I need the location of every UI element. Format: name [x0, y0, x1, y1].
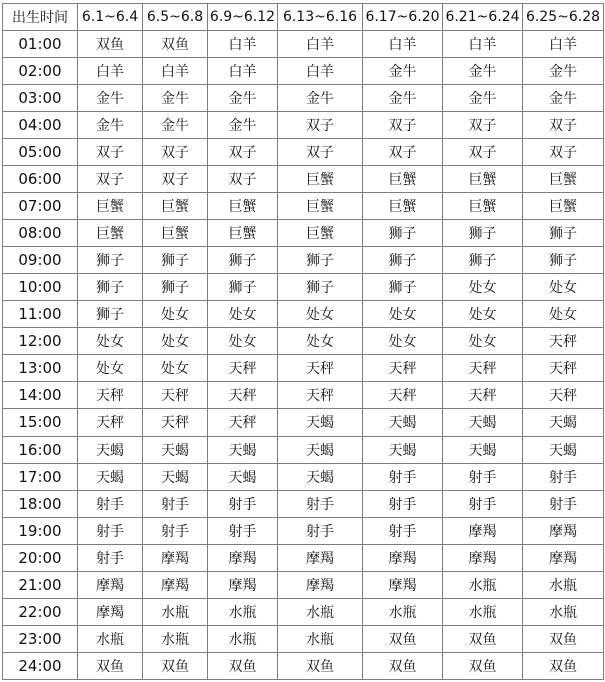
header-cell-date-range: 6.13~6.16 — [278, 4, 363, 31]
zodiac-sign-cell: 金牛 — [143, 112, 208, 139]
zodiac-sign-cell: 水瓶 — [443, 598, 523, 625]
zodiac-sign-cell: 天蝎 — [208, 436, 278, 463]
zodiac-sign-cell: 双子 — [523, 139, 604, 166]
zodiac-sign-cell: 天蝎 — [278, 463, 363, 490]
zodiac-sign-cell: 狮子 — [443, 220, 523, 247]
zodiac-sign-cell: 天秤 — [523, 382, 604, 409]
zodiac-sign-cell: 水瓶 — [443, 571, 523, 598]
table-row — [3, 382, 604, 409]
zodiac-sign-cell: 水瓶 — [523, 598, 604, 625]
zodiac-sign-cell: 处女 — [78, 328, 143, 355]
zodiac-sign-cell: 射手 — [208, 490, 278, 517]
zodiac-sign-cell: 巨蟹 — [278, 220, 363, 247]
zodiac-sign-cell: 双子 — [143, 139, 208, 166]
zodiac-sign-cell: 射手 — [143, 517, 208, 544]
zodiac-sign-cell: 处女 — [278, 328, 363, 355]
zodiac-sign-cell: 双子 — [443, 112, 523, 139]
birth-time-cell: 16:00 — [3, 436, 78, 463]
zodiac-sign-cell: 射手 — [78, 544, 143, 571]
birth-time-cell: 01:00 — [3, 31, 78, 58]
birth-time-cell: 07:00 — [3, 193, 78, 220]
zodiac-sign-cell: 双子 — [278, 139, 363, 166]
zodiac-sign-cell: 双子 — [208, 139, 278, 166]
birth-time-cell: 21:00 — [3, 571, 78, 598]
zodiac-sign-cell: 处女 — [278, 301, 363, 328]
zodiac-sign-cell: 金牛 — [78, 112, 143, 139]
birth-time-cell: 10:00 — [3, 274, 78, 301]
table-row — [3, 625, 604, 652]
zodiac-sign-cell: 天蝎 — [78, 436, 143, 463]
zodiac-sign-cell: 双鱼 — [278, 652, 363, 679]
zodiac-sign-cell: 双鱼 — [78, 31, 143, 58]
zodiac-sign-cell: 天蝎 — [363, 436, 443, 463]
zodiac-sign-cell: 天蝎 — [523, 436, 604, 463]
zodiac-sign-cell: 摩羯 — [523, 544, 604, 571]
zodiac-sign-cell: 水瓶 — [78, 625, 143, 652]
zodiac-sign-cell: 巨蟹 — [523, 193, 604, 220]
zodiac-sign-cell: 摩羯 — [208, 544, 278, 571]
birth-time-cell: 20:00 — [3, 544, 78, 571]
zodiac-sign-cell: 金牛 — [523, 85, 604, 112]
zodiac-sign-cell: 狮子 — [363, 247, 443, 274]
zodiac-sign-cell: 双鱼 — [143, 652, 208, 679]
birth-time-cell: 17:00 — [3, 463, 78, 490]
zodiac-sign-cell: 巨蟹 — [143, 220, 208, 247]
table-body — [3, 4, 604, 680]
zodiac-sign-cell: 天秤 — [443, 382, 523, 409]
zodiac-sign-cell: 处女 — [208, 328, 278, 355]
zodiac-sign-cell: 摩羯 — [443, 544, 523, 571]
zodiac-sign-cell: 天秤 — [143, 409, 208, 436]
zodiac-sign-cell: 处女 — [443, 301, 523, 328]
zodiac-sign-cell: 巨蟹 — [363, 166, 443, 193]
zodiac-sign-cell: 天秤 — [78, 409, 143, 436]
zodiac-sign-cell: 双鱼 — [443, 625, 523, 652]
birth-time-cell: 04:00 — [3, 112, 78, 139]
header-cell-date-range: 6.21~6.24 — [443, 4, 523, 31]
zodiac-sign-cell: 金牛 — [208, 112, 278, 139]
zodiac-sign-cell: 摩羯 — [523, 517, 604, 544]
zodiac-sign-cell: 射手 — [78, 517, 143, 544]
birth-time-cell: 14:00 — [3, 382, 78, 409]
zodiac-sign-cell: 双鱼 — [143, 31, 208, 58]
table-row — [3, 571, 604, 598]
zodiac-sign-cell: 白羊 — [143, 58, 208, 85]
zodiac-sign-cell: 摩羯 — [363, 544, 443, 571]
zodiac-sign-cell: 巨蟹 — [143, 193, 208, 220]
zodiac-sign-cell: 巨蟹 — [208, 193, 278, 220]
zodiac-sign-cell: 狮子 — [523, 220, 604, 247]
table-row — [3, 355, 604, 382]
zodiac-sign-cell: 天蝎 — [208, 463, 278, 490]
zodiac-sign-cell: 双鱼 — [523, 652, 604, 679]
zodiac-sign-cell: 射手 — [523, 490, 604, 517]
zodiac-sign-cell: 金牛 — [363, 58, 443, 85]
table-row — [3, 463, 604, 490]
table-row — [3, 85, 604, 112]
header-cell-date-range: 6.5~6.8 — [143, 4, 208, 31]
birth-time-cell: 08:00 — [3, 220, 78, 247]
zodiac-sign-cell: 射手 — [363, 463, 443, 490]
zodiac-sign-cell: 摩羯 — [143, 571, 208, 598]
zodiac-sign-cell: 巨蟹 — [78, 193, 143, 220]
ascendant-sign-table — [2, 3, 604, 680]
zodiac-sign-cell: 狮子 — [363, 274, 443, 301]
table-row — [3, 112, 604, 139]
zodiac-sign-cell: 处女 — [143, 301, 208, 328]
table-row — [3, 274, 604, 301]
zodiac-sign-cell: 射手 — [363, 490, 443, 517]
table-row — [3, 193, 604, 220]
zodiac-sign-cell: 巨蟹 — [78, 220, 143, 247]
zodiac-sign-cell: 水瓶 — [363, 598, 443, 625]
table-row — [3, 517, 604, 544]
zodiac-sign-cell: 天秤 — [208, 382, 278, 409]
zodiac-sign-cell: 天秤 — [278, 355, 363, 382]
zodiac-sign-cell: 天秤 — [208, 409, 278, 436]
zodiac-sign-cell: 白羊 — [208, 58, 278, 85]
zodiac-sign-cell: 双鱼 — [363, 652, 443, 679]
zodiac-sign-cell: 狮子 — [363, 220, 443, 247]
zodiac-sign-cell: 双子 — [443, 139, 523, 166]
zodiac-sign-cell: 巨蟹 — [363, 193, 443, 220]
zodiac-sign-cell: 摩羯 — [278, 571, 363, 598]
zodiac-sign-cell: 白羊 — [443, 31, 523, 58]
header-cell-date-range: 6.17~6.20 — [363, 4, 443, 31]
header-cell-birth-time: 出生时间 — [3, 4, 78, 31]
zodiac-sign-cell: 金牛 — [278, 85, 363, 112]
zodiac-sign-cell: 天秤 — [363, 382, 443, 409]
zodiac-sign-cell: 狮子 — [278, 247, 363, 274]
birth-time-cell: 18:00 — [3, 490, 78, 517]
zodiac-sign-cell: 双子 — [278, 112, 363, 139]
zodiac-sign-cell: 巨蟹 — [208, 220, 278, 247]
zodiac-sign-cell: 天蝎 — [278, 436, 363, 463]
birth-time-cell: 13:00 — [3, 355, 78, 382]
zodiac-sign-cell: 双子 — [363, 139, 443, 166]
zodiac-sign-cell: 白羊 — [208, 31, 278, 58]
birth-time-cell: 06:00 — [3, 166, 78, 193]
zodiac-sign-cell: 白羊 — [78, 58, 143, 85]
zodiac-sign-cell: 双子 — [143, 166, 208, 193]
zodiac-sign-cell: 水瓶 — [208, 625, 278, 652]
table-row — [3, 409, 604, 436]
zodiac-sign-cell: 白羊 — [363, 31, 443, 58]
zodiac-sign-cell: 白羊 — [523, 31, 604, 58]
zodiac-sign-cell: 狮子 — [143, 274, 208, 301]
table-row — [3, 301, 604, 328]
zodiac-sign-cell: 巨蟹 — [278, 193, 363, 220]
zodiac-sign-cell: 金牛 — [208, 85, 278, 112]
birth-time-cell: 22:00 — [3, 598, 78, 625]
birth-time-cell: 11:00 — [3, 301, 78, 328]
zodiac-sign-cell: 天蝎 — [143, 463, 208, 490]
birth-time-cell: 03:00 — [3, 85, 78, 112]
zodiac-sign-cell: 双子 — [78, 166, 143, 193]
birth-time-cell: 23:00 — [3, 625, 78, 652]
birth-time-cell: 05:00 — [3, 139, 78, 166]
zodiac-sign-cell: 巨蟹 — [443, 166, 523, 193]
zodiac-sign-cell: 金牛 — [363, 85, 443, 112]
zodiac-sign-cell: 双鱼 — [363, 625, 443, 652]
zodiac-sign-cell: 金牛 — [443, 58, 523, 85]
table-row — [3, 58, 604, 85]
zodiac-sign-cell: 金牛 — [443, 85, 523, 112]
zodiac-sign-cell: 水瓶 — [278, 598, 363, 625]
zodiac-sign-cell: 天秤 — [143, 382, 208, 409]
zodiac-sign-cell: 射手 — [208, 517, 278, 544]
birth-time-cell: 02:00 — [3, 58, 78, 85]
zodiac-sign-cell: 射手 — [278, 517, 363, 544]
zodiac-sign-cell: 射手 — [363, 517, 443, 544]
zodiac-sign-cell: 狮子 — [208, 274, 278, 301]
table-row — [3, 328, 604, 355]
birth-time-cell: 12:00 — [3, 328, 78, 355]
table-row — [3, 220, 604, 247]
zodiac-sign-cell: 双鱼 — [208, 652, 278, 679]
zodiac-sign-cell: 射手 — [278, 490, 363, 517]
zodiac-sign-cell: 狮子 — [278, 274, 363, 301]
zodiac-sign-cell: 处女 — [523, 274, 604, 301]
header-cell-date-range: 6.1~6.4 — [78, 4, 143, 31]
zodiac-sign-cell: 白羊 — [278, 58, 363, 85]
zodiac-sign-cell: 双子 — [208, 166, 278, 193]
zodiac-sign-cell: 巨蟹 — [523, 166, 604, 193]
zodiac-sign-cell: 巨蟹 — [278, 166, 363, 193]
table-row — [3, 490, 604, 517]
zodiac-sign-cell: 处女 — [363, 328, 443, 355]
zodiac-sign-cell: 射手 — [523, 463, 604, 490]
zodiac-sign-cell: 水瓶 — [143, 625, 208, 652]
zodiac-sign-cell: 双子 — [78, 139, 143, 166]
zodiac-sign-cell: 摩羯 — [143, 544, 208, 571]
zodiac-sign-cell: 天秤 — [208, 355, 278, 382]
zodiac-sign-cell: 天蝎 — [278, 409, 363, 436]
table-row — [3, 166, 604, 193]
zodiac-sign-cell: 处女 — [143, 328, 208, 355]
zodiac-sign-cell: 狮子 — [208, 247, 278, 274]
header-cell-date-range: 6.25~6.28 — [523, 4, 604, 31]
zodiac-sign-cell: 摩羯 — [443, 517, 523, 544]
table-row — [3, 436, 604, 463]
zodiac-sign-cell: 巨蟹 — [443, 193, 523, 220]
birth-time-cell: 19:00 — [3, 517, 78, 544]
table-row — [3, 598, 604, 625]
zodiac-sign-cell: 处女 — [78, 355, 143, 382]
zodiac-sign-cell: 处女 — [143, 355, 208, 382]
zodiac-sign-cell: 狮子 — [443, 247, 523, 274]
zodiac-sign-cell: 摩羯 — [208, 571, 278, 598]
zodiac-sign-cell: 处女 — [443, 274, 523, 301]
table-row — [3, 247, 604, 274]
zodiac-sign-cell: 水瓶 — [208, 598, 278, 625]
table-row — [3, 544, 604, 571]
zodiac-sign-cell: 狮子 — [78, 274, 143, 301]
zodiac-sign-cell: 双鱼 — [78, 652, 143, 679]
birth-time-cell: 15:00 — [3, 409, 78, 436]
zodiac-sign-cell: 天秤 — [523, 328, 604, 355]
zodiac-sign-cell: 双子 — [523, 112, 604, 139]
zodiac-sign-cell: 天蝎 — [443, 409, 523, 436]
zodiac-sign-cell: 天秤 — [78, 382, 143, 409]
zodiac-sign-cell: 射手 — [443, 463, 523, 490]
zodiac-sign-cell: 处女 — [523, 301, 604, 328]
zodiac-sign-cell: 天蝎 — [443, 436, 523, 463]
birth-time-cell: 09:00 — [3, 247, 78, 274]
zodiac-sign-cell: 金牛 — [143, 85, 208, 112]
table-row — [3, 139, 604, 166]
zodiac-sign-cell: 射手 — [143, 490, 208, 517]
zodiac-sign-cell: 白羊 — [278, 31, 363, 58]
zodiac-sign-cell: 天蝎 — [363, 409, 443, 436]
zodiac-sign-cell: 狮子 — [78, 301, 143, 328]
zodiac-sign-cell: 狮子 — [143, 247, 208, 274]
zodiac-sign-cell: 处女 — [208, 301, 278, 328]
zodiac-sign-cell: 双鱼 — [523, 625, 604, 652]
zodiac-sign-cell: 水瓶 — [278, 625, 363, 652]
zodiac-sign-cell: 射手 — [78, 490, 143, 517]
zodiac-sign-cell: 天蝎 — [78, 463, 143, 490]
zodiac-sign-cell: 双鱼 — [443, 652, 523, 679]
zodiac-sign-cell: 摩羯 — [78, 598, 143, 625]
zodiac-sign-cell: 摩羯 — [278, 544, 363, 571]
zodiac-sign-cell: 天秤 — [523, 355, 604, 382]
zodiac-sign-cell: 金牛 — [523, 58, 604, 85]
zodiac-sign-cell: 天秤 — [278, 382, 363, 409]
zodiac-sign-cell: 摩羯 — [78, 571, 143, 598]
zodiac-sign-cell: 射手 — [443, 490, 523, 517]
zodiac-sign-cell: 天秤 — [363, 355, 443, 382]
zodiac-sign-cell: 狮子 — [523, 247, 604, 274]
zodiac-sign-cell: 狮子 — [78, 247, 143, 274]
zodiac-sign-cell: 水瓶 — [143, 598, 208, 625]
zodiac-sign-cell: 处女 — [443, 328, 523, 355]
zodiac-sign-cell: 天蝎 — [143, 436, 208, 463]
birth-time-cell: 24:00 — [3, 652, 78, 679]
header-row — [3, 4, 604, 31]
zodiac-sign-cell: 双子 — [363, 112, 443, 139]
zodiac-sign-cell: 天秤 — [443, 355, 523, 382]
zodiac-sign-cell: 天蝎 — [523, 409, 604, 436]
table-row — [3, 652, 604, 679]
header-cell-date-range: 6.9~6.12 — [208, 4, 278, 31]
zodiac-sign-cell: 摩羯 — [363, 571, 443, 598]
zodiac-sign-cell: 水瓶 — [523, 571, 604, 598]
zodiac-sign-cell: 处女 — [363, 301, 443, 328]
zodiac-sign-cell: 金牛 — [78, 85, 143, 112]
table-row — [3, 31, 604, 58]
